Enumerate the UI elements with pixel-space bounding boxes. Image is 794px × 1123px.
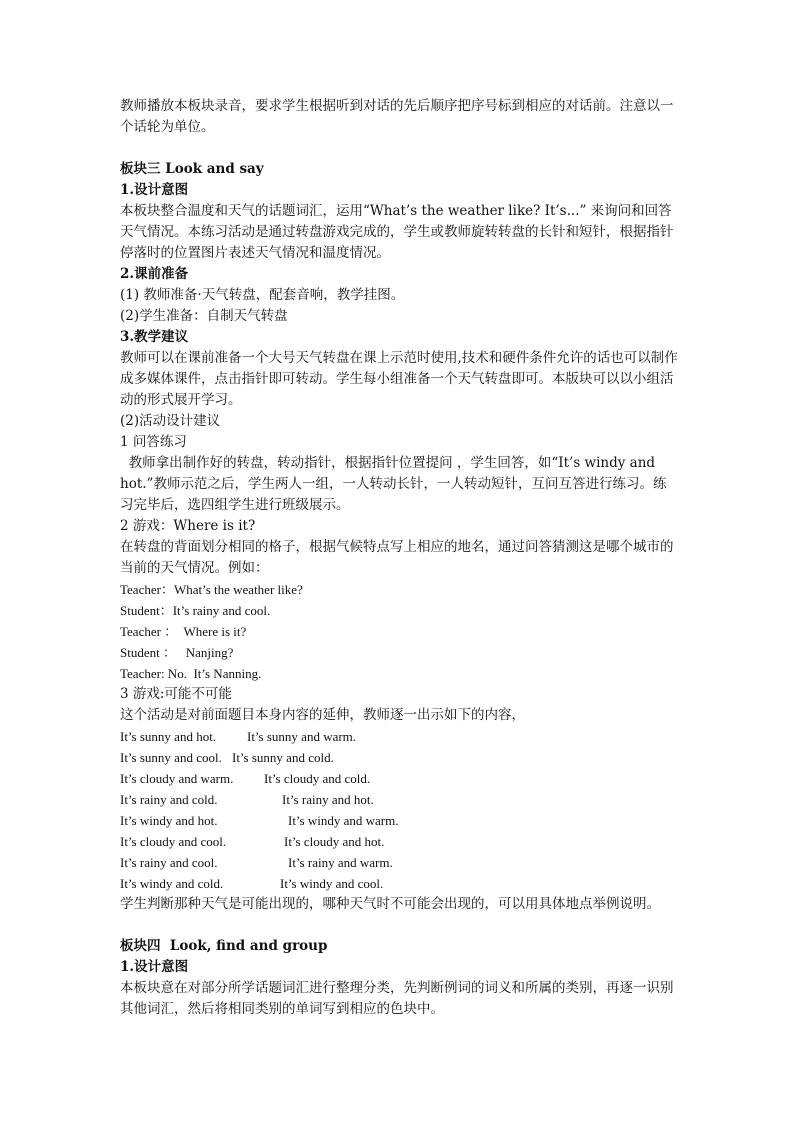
section3-design-text: 本板块整合温度和天气的话题词汇，运用“What’s the weather like? It’s...” 来询问和回答天气情况。本练习活动是通过转盘游戏完成的，学生或教师旋转转盘的长针和短针，根据指针停落时的位置图片表述天气情况和温度情况。 <box>120 203 674 261</box>
weather-phrase-right: It’s cloudy and hot. <box>284 834 385 849</box>
activity3-title: 3 游戏:可能不可能 <box>120 686 232 702</box>
weather-phrase-left: It’s sunny and cool. <box>120 750 222 765</box>
section3-heading-design: 1.设计意图 <box>120 182 189 198</box>
weather-phrase-left: It’s rainy and cold. <box>120 792 218 807</box>
weather-pair-row <box>120 810 678 831</box>
dialog-line: Teacher：What’s the weather like? <box>120 582 303 597</box>
activity-subheading: (2)活动设计建议 <box>120 413 221 429</box>
dialog-line: Student ： Nanjing? <box>120 645 234 660</box>
weather-phrase-left: It’s windy and hot. <box>120 813 218 828</box>
activity1-title: 1 问答练习 <box>120 434 187 450</box>
weather-pair-row <box>120 831 678 852</box>
suggestion-text: 教师可以在课前准备一个大号天气转盘在课上示范时使用,技术和硬件条件允许的话也可以制作成多媒体课件，点击指针即可转动。学生每小组准备一个天气转盘即可。本版块可以以小组活动的形式展开学习。 <box>120 350 678 408</box>
weather-phrase-right: It’s cloudy and cold. <box>264 771 371 786</box>
section4-title: 板块四 Look, find and group <box>120 938 328 954</box>
weather-phrase-right: It’s rainy and hot. <box>282 792 374 807</box>
prep-student: (2)学生准备：自制天气转盘 <box>120 308 288 324</box>
weather-phrase-left: It’s cloudy and warm. <box>120 771 234 786</box>
prep-teacher: (1) 教师准备·天气转盘，配套音响，教学挂图。 <box>120 287 405 303</box>
section4-heading-design: 1.设计意图 <box>120 959 189 975</box>
activity1-text: 教师拿出制作好的转盘，转动指针，根据指针位置提问 ，学生回答，如“It’s windy and hot.”教师示范之后，学生两人一组，一人转动长针，一人转动短针，互问互答进行练习。练习完毕后，选四组学生进行班级展示。 <box>120 455 667 513</box>
weather-pair-row <box>120 873 678 894</box>
weather-phrase-right: It’s sunny and warm. <box>247 729 357 744</box>
section4-design-text: 本板块意在对部分所学话题词汇进行整理分类，先判断例词的词义和所属的类别，再逐一识别其他词汇，然后将相同类别的单词写到相应的色块中。 <box>120 980 674 1017</box>
weather-phrase-left: It’s cloudy and cool. <box>120 834 227 849</box>
activity3-text: 这个活动是对前面题目本身内容的延伸，教师逐一出示如下的内容， <box>120 707 525 723</box>
weather-pair-row <box>120 747 678 768</box>
weather-phrase-right: It’s sunny and cold. <box>232 750 334 765</box>
section3-title: 板块三 Look and say <box>120 161 264 177</box>
activity3-conclusion: 学生判断那种天气是可能出现的，哪种天气时不可能会出现的，可以用具体地点举例说明。 <box>120 896 660 912</box>
activity2-title: 2 游戏：Where is it? <box>120 518 256 534</box>
dialog-line: Student：It’s rainy and cool. <box>120 603 271 618</box>
weather-phrase-left: It’s rainy and cool. <box>120 855 218 870</box>
intro-paragraph: 教师播放本板块录音，要求学生根据听到对话的先后顺序把序号标到相应的对话前。注意以一个话轮为单位。 <box>120 98 674 135</box>
document-page <box>120 96 678 1020</box>
weather-pair-row <box>120 726 678 747</box>
weather-pair-row <box>120 789 678 810</box>
weather-phrase-left: It’s sunny and hot. <box>120 729 217 744</box>
weather-phrase-right: It’s windy and cool. <box>280 876 384 891</box>
activity2-text: 在转盘的背面划分相同的格子，根据气候特点写上相应的地名，通过问答猜测这是哪个城市的当前的天气情况。例如： <box>120 539 674 576</box>
weather-phrase-left: It’s windy and cold. <box>120 876 224 891</box>
weather-phrase-right: It’s rainy and warm. <box>288 855 393 870</box>
weather-pair-row <box>120 852 678 873</box>
weather-phrase-right: It’s windy and warm. <box>288 813 399 828</box>
section3-heading-prep: 2.课前准备 <box>120 266 189 282</box>
dialog-line: Teacher ： Where is it? <box>120 624 247 639</box>
dialog-line: Teacher: No. It’s Nanning. <box>120 666 262 681</box>
weather-pair-row <box>120 768 678 789</box>
section3-heading-suggestion: 3.教学建议 <box>120 329 189 345</box>
